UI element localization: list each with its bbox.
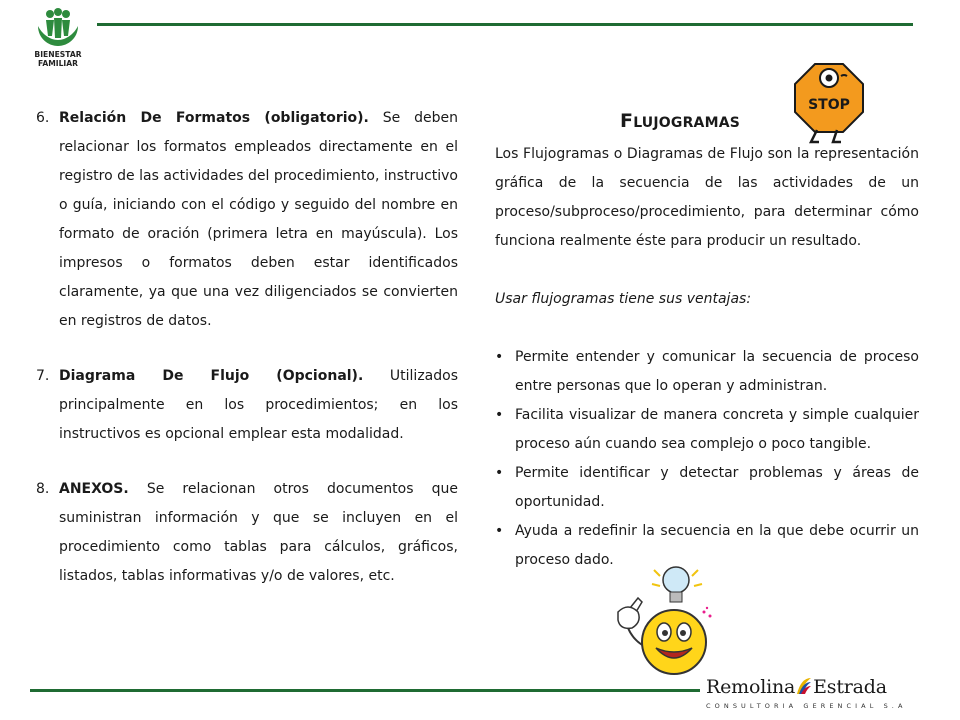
bottom-divider <box>30 689 700 692</box>
item-paragraph <box>59 362 458 449</box>
top-divider <box>97 23 913 26</box>
stop-text: STOP <box>808 97 850 113</box>
bullet-icon: • <box>495 523 504 539</box>
smiley-lightbulb-icon <box>612 560 724 680</box>
bullet-icon: • <box>495 349 504 365</box>
bienestar-familiar-logo <box>28 8 88 76</box>
list-item <box>36 475 458 591</box>
item-title: Diagrama De Flujo (Opcional). <box>59 368 364 384</box>
list-item: • Facilita visualizar de manera concreta y simple cualquier proceso aún cuando sea complejo o poco tangible. <box>495 401 919 459</box>
family-hands-icon <box>34 8 82 48</box>
brand-tagline: CONSULTORIA GERENCIAL S.A <box>706 702 907 710</box>
item-number: 7. <box>36 368 50 384</box>
brand-wordmark: Remolina Estrada <box>706 676 887 698</box>
bullet-icon: • <box>495 465 504 481</box>
item-text: Se deben relacionar los formatos empleados directamente en el registro de las actividades del procedimiento, instructivo o guía, iniciando con el código y seguido del nombre en formato de oración (primera letra en mayúscula). Los impresos o formatos deben estar identificados claramente, ya que una vez diligenciados se convierten en registros de datos. <box>59 110 458 329</box>
item-title: ANEXOS. <box>59 481 129 497</box>
item-number: 8. <box>36 481 50 497</box>
item-title: Relación De Formatos (obligatorio). <box>59 110 369 126</box>
list-item: • Permite identificar y detectar problemas y áreas de oportunidad. <box>495 459 919 517</box>
stop-sign-icon <box>793 62 865 144</box>
item-text: Se relacionan otros documentos que suministran información y que se incluyen en el procedimiento como tablas para cálculos, gráficos, listados, tablas informativas y/o de valores, etc. <box>59 481 458 584</box>
intro-paragraph: Los Flujogramas o Diagramas de Flujo son la representación gráfica de la secuencia de las actividades de un proceso/subproceso/procedimiento, para determinar cómo funciona realmente éste para producir un resultado. <box>495 146 919 249</box>
list-item <box>36 104 458 336</box>
advantages-label: Usar flujogramas tiene sus ventajas: <box>495 291 752 307</box>
remolina-estrada-logo <box>706 676 916 716</box>
item-paragraph <box>59 475 458 591</box>
bullet-icon: • <box>495 407 504 423</box>
logo-wordmark: BIENESTAR FAMILIAR <box>34 50 82 68</box>
list-item <box>36 362 458 449</box>
advantages-list <box>495 343 919 575</box>
item-number: 6. <box>36 110 50 126</box>
item-text: Utilizados principalmente en los procedimientos; en los instructivos es opcional emplear esta modalidad. <box>59 368 458 442</box>
right-column <box>495 140 919 575</box>
list-item: • Ayuda a redefinir la secuencia en la que debe ocurrir un proceso dado. <box>495 517 919 575</box>
list-item: • Permite entender y comunicar la secuencia de proceso entre personas que lo operan y administran. <box>495 343 919 401</box>
section-title: FLUJOGRAMAS <box>620 110 741 132</box>
left-column <box>36 104 458 617</box>
item-paragraph <box>59 104 458 336</box>
flag-swoosh-icon <box>795 676 813 696</box>
